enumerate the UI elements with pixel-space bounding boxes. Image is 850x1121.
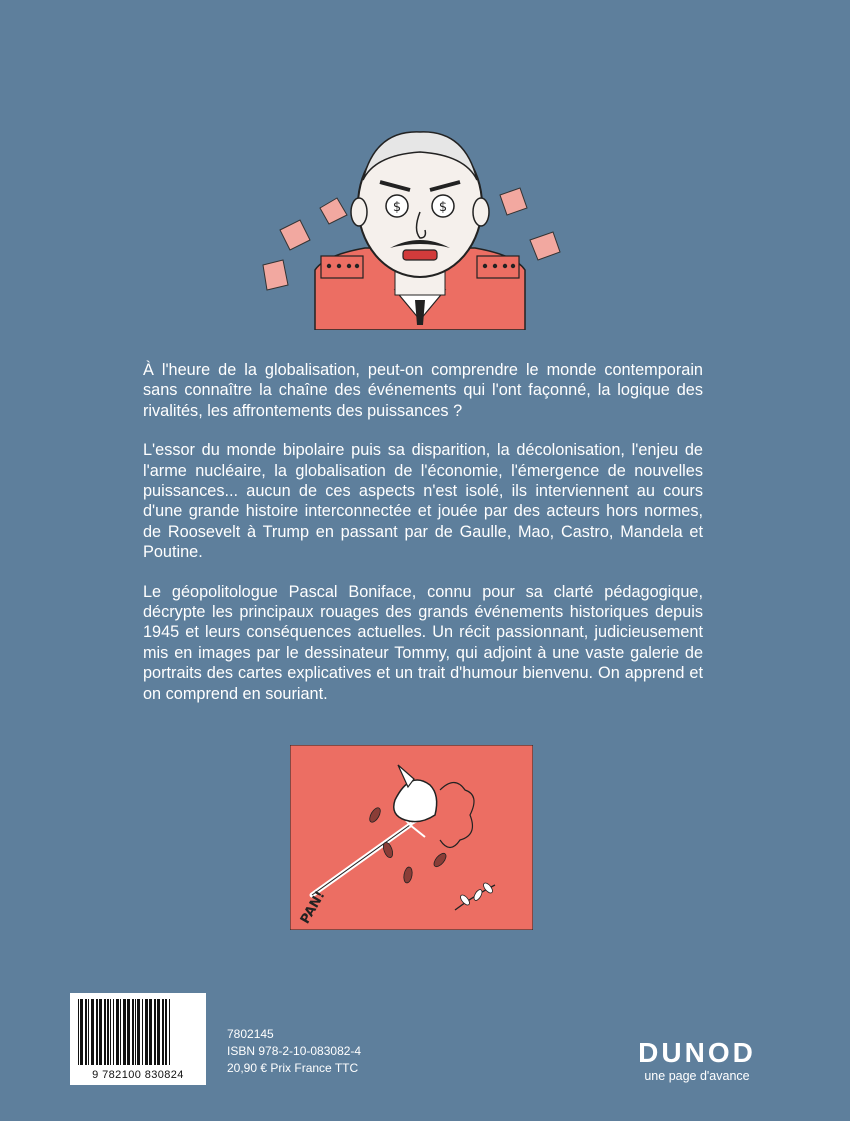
barcode-bar [137, 999, 140, 1065]
barcode-bar [91, 999, 94, 1065]
svg-text:$: $ [438, 200, 448, 215]
banknote [280, 220, 310, 250]
barcode-bar [88, 999, 89, 1065]
banknote [500, 188, 527, 215]
publisher-name: DUNOD [638, 1037, 756, 1068]
barcode-bar [120, 999, 121, 1065]
barcode-bar [80, 999, 83, 1065]
svg-text:$: $ [392, 200, 402, 215]
banknote [320, 198, 347, 224]
barcode-bar [113, 999, 114, 1065]
barcode-bar [165, 999, 167, 1065]
barcode-bar [162, 999, 164, 1065]
barcode-bar [78, 999, 79, 1065]
book-meta [227, 1026, 361, 1077]
general-illustration [255, 120, 585, 330]
pan-caption: PAN! [297, 888, 329, 927]
barcode-bar [145, 999, 148, 1065]
barcode-bar [127, 999, 130, 1065]
barcode-bar [110, 999, 111, 1065]
barcode-bar [132, 999, 134, 1065]
barcode-bar [104, 999, 106, 1065]
back-cover-blurb [143, 360, 703, 723]
barcode-bar [96, 999, 98, 1065]
barcode-bar [169, 999, 170, 1065]
blurb-paragraph-1: À l'heure de la globalisation, peut-on comprendre le monde contemporain sans connaître la chaîne des événements qui l'ont façonné, la logique des rivalités, les affrontements des puissances ? [143, 361, 703, 420]
barcode-bar [85, 999, 87, 1065]
barcode-bar [123, 999, 126, 1065]
barcode-bar [142, 999, 143, 1065]
product-code: 7802145 [227, 1027, 274, 1041]
barcode-bar [154, 999, 156, 1065]
barcode-bar [116, 999, 119, 1065]
barcode-bar [107, 999, 109, 1065]
publisher-logo [624, 1039, 770, 1083]
barcode-bar [157, 999, 160, 1065]
price: 20,90 € Prix France TTC [227, 1061, 359, 1075]
dove-drawing [290, 745, 533, 930]
blurb-paragraph-3: Le géopolitologue Pascal Boniface, connu pour sa clarté pédagogique, décrypte les principaux rouages des grands événements historiques depuis 1945 et leurs conséquences actuelles. Un récit passionnant, judicieusement mis en images par le dessinateur Tommy, qui adjoint à une vaste galerie de portraits des cartes explicatives et un trait d'humour bienvenu. On apprend et on comprend en souriant. [143, 582, 703, 703]
general-drawing [255, 120, 585, 330]
publisher-tagline: une page d'avance [644, 1069, 750, 1083]
blurb-paragraph-2: L'essor du monde bipolaire puis sa disparition, la décolonisation, l'enjeu de l'arme nucléaire, la globalisation de l'économie, l'émergence de nouvelles puissances... aucun de ces aspects n'est isolé, ils interviennent au cours d'une grande histoire interconnectée et jouée par des acteurs hors normes, de Roosevelt à Trump en passant par de Gaulle, Mao, Castro, Mandela et Poutine. [143, 441, 703, 562]
barcode-bar [149, 999, 152, 1065]
banknote [263, 260, 288, 290]
barcode-bar [135, 999, 136, 1065]
barcode-digits: 9 782100 830824 [92, 1069, 184, 1081]
barcode-bars [76, 999, 200, 1069]
barcode [70, 993, 206, 1085]
banknote [530, 232, 560, 260]
dove-illustration [290, 745, 533, 930]
barcode-bar [99, 999, 102, 1065]
isbn: ISBN 978-2-10-083082-4 [227, 1044, 362, 1058]
